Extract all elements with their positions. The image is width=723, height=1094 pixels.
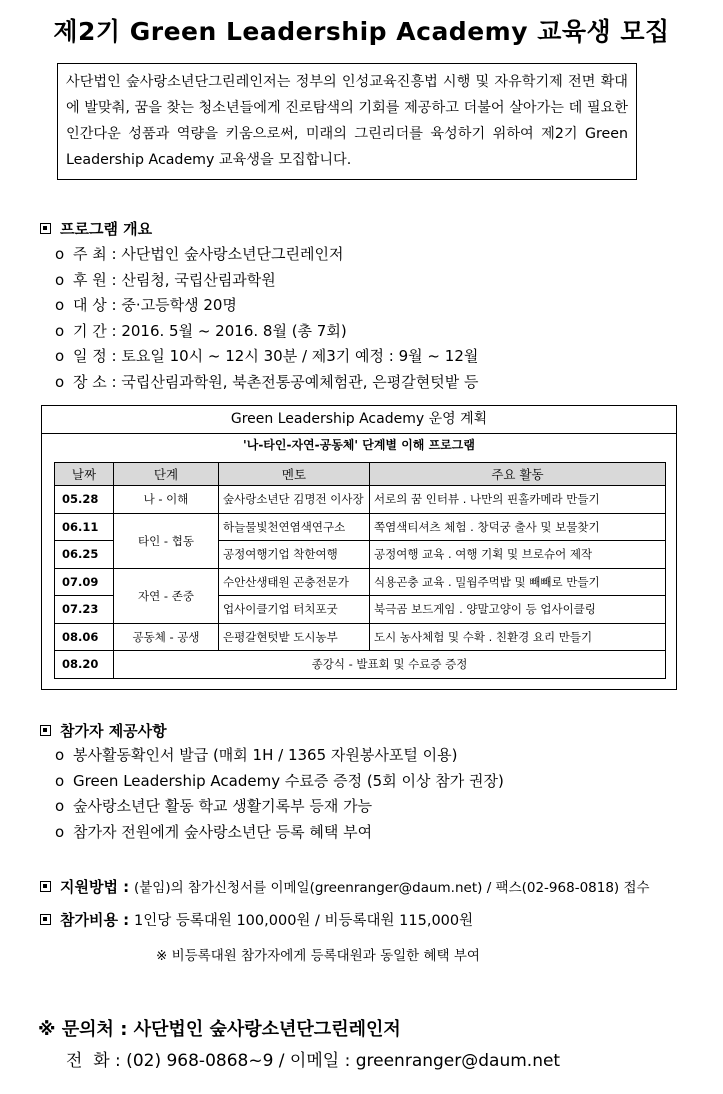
- circle-bullet-icon: o: [55, 321, 65, 340]
- circle-bullet-icon: o: [55, 372, 65, 391]
- square-bullet-icon: [40, 223, 51, 234]
- fee: [40, 909, 473, 930]
- cell-activity: 서로의 꿈 인터뷰 . 나만의 핀홀카메라 만들기: [370, 486, 666, 514]
- circle-bullet-icon: o: [55, 245, 65, 263]
- overview-heading: [40, 218, 152, 239]
- table-row: [55, 568, 666, 596]
- cell-activity: 식용곤충 교육 . 밀웜주먹밥 및 빼빼로 만들기: [370, 568, 666, 596]
- square-bullet-icon: [40, 881, 51, 892]
- page-title: 제2기 Green Leadership Academy 교육생 모집: [53, 17, 670, 46]
- program-plan-box: [41, 405, 677, 690]
- cell-date: 07.09: [55, 568, 114, 596]
- plan-title: Green Leadership Academy 운영 계획: [42, 406, 676, 434]
- cell-date: 06.25: [55, 541, 114, 569]
- cell-date: 06.11: [55, 513, 114, 541]
- cell-activity: 도시 농사체험 및 수확 . 친환경 요리 만들기: [370, 623, 666, 651]
- cell-stage: 자연 - 존중: [114, 568, 219, 623]
- header-activity: 주요 활동: [370, 463, 666, 486]
- table-row: [55, 623, 666, 651]
- table-header-row: [55, 463, 666, 486]
- fee-text: 1인당 등록대원 100,000원 / 비등록대원 115,000원: [133, 913, 474, 929]
- cell-activity: 공정여행 교육 . 여행 기획 및 브로슈어 제작: [370, 541, 666, 569]
- list-item: o 봉사활동확인서 발급 (매회 1H / 1365 자원봉사포털 이용): [55, 743, 504, 769]
- intro-paragraph: 사단법인 숲사랑소년단그린레인저는 정부의 인성교육진흥법 시행 및 자유학기제 전면 확대에 발맞춰, 꿈을 찾는 청소년들에게 진로탐색의 기회를 제공하고 더불어 살아가는 데 필요한 인간다운 성품과 역량을 키움으로써, 미래의 그린리더를 육성하기 위하여 제2기 Green Leadership Academy 교육생을 모집합니다.: [57, 63, 637, 180]
- cell-date: 08.06: [55, 623, 114, 651]
- list-item: o 대 상 : 중·고등학생 20명: [55, 293, 478, 319]
- fee-label: 참가비용 :: [60, 911, 130, 929]
- cell-activity: 북극곰 보드게임 . 양말고양이 등 업사이클링: [370, 596, 666, 624]
- fee-note: ※ 비등록대원 참가자에게 등록대원과 동일한 혜택 부여: [156, 948, 480, 964]
- table-row: [55, 651, 666, 679]
- cell-mentor: 은평갈현텃밭 도시농부: [219, 623, 370, 651]
- cell-mentor: 숲사랑소년단 김명전 이사장: [219, 486, 370, 514]
- circle-bullet-icon: o: [55, 797, 65, 815]
- plan-subtitle: '나-타인-자연-공동체' 단계별 이해 프로그램: [243, 438, 475, 452]
- cell-mentor: 수안산생태원 곤충전문가: [219, 568, 370, 596]
- list-item: o 일 정 : 토요일 10시 ~ 12시 30분 / 제3기 예정 : 9월 ~ 12월: [55, 344, 478, 370]
- apply-method: [40, 876, 650, 897]
- cell-mentor: 공정여행기업 착한여행: [219, 541, 370, 569]
- cell-date: 08.20: [55, 651, 114, 679]
- overview-heading-text: 프로그램 개요: [60, 220, 153, 238]
- table-row: [55, 486, 666, 514]
- cell-mentor: 업사이클기업 터치포굿: [219, 596, 370, 624]
- benefits-heading: [40, 720, 167, 741]
- list-item: o 참가자 전원에게 숲사랑소년단 등록 혜택 부여: [55, 820, 504, 846]
- list-item: o 기 간 : 2016. 5월 ~ 2016. 8월 (총 7회): [55, 319, 478, 345]
- cell-activity: 종강식 - 발표회 및 수료증 증정: [114, 651, 666, 679]
- header-mentor: 멘토: [219, 463, 370, 486]
- overview-list: [55, 242, 478, 395]
- apply-label: 지원방법 :: [60, 878, 130, 896]
- contact-title: ※ 문의처 : 사단법인 숲사랑소년단그린레인저: [38, 1019, 401, 1040]
- cell-stage: 공동체 - 공생: [114, 623, 219, 651]
- cell-stage: 타인 - 협동: [114, 513, 219, 568]
- circle-bullet-icon: o: [55, 347, 65, 365]
- cell-stage: 나 - 이해: [114, 486, 219, 514]
- list-item: o 숲사랑소년단 활동 학교 생활기록부 등재 가능: [55, 794, 504, 820]
- benefits-heading-text: 참가자 제공사항: [60, 722, 167, 740]
- circle-bullet-icon: o: [55, 296, 65, 314]
- list-item: o 주 최 : 사단법인 숲사랑소년단그린레인저: [55, 242, 478, 268]
- header-date: 날짜: [55, 463, 114, 486]
- circle-bullet-icon: o: [55, 771, 65, 790]
- square-bullet-icon: [40, 914, 51, 925]
- list-item: o 장 소 : 국립산림과학원, 북촌전통공예체험관, 은평갈현텃밭 등: [55, 370, 478, 396]
- list-item: o Green Leadership Academy 수료증 증정 (5회 이상 참가 권장): [55, 769, 504, 795]
- benefits-list: [55, 743, 504, 845]
- cell-mentor: 하늘물빛천연염색연구소: [219, 513, 370, 541]
- list-item: o 후 원 : 산림청, 국립산림과학원: [55, 268, 478, 294]
- cell-activity: 쪽염색티셔츠 체험 . 창덕궁 출사 및 보물찾기: [370, 513, 666, 541]
- table-row: [55, 513, 666, 541]
- circle-bullet-icon: o: [55, 822, 65, 841]
- contact-line: 전 화 : (02) 968-0868~9 / 이메일 : greenranger@daum.net: [66, 1051, 561, 1071]
- header-stage: 단계: [114, 463, 219, 486]
- circle-bullet-icon: o: [55, 270, 65, 289]
- circle-bullet-icon: o: [55, 746, 65, 764]
- schedule-table: [54, 462, 666, 679]
- apply-text: (붙임)의 참가신청서를 이메일(greenranger@daum.net) / 팩스(02-968-0818) 접수: [133, 880, 650, 896]
- cell-date: 07.23: [55, 596, 114, 624]
- cell-date: 05.28: [55, 486, 114, 514]
- square-bullet-icon: [40, 725, 51, 736]
